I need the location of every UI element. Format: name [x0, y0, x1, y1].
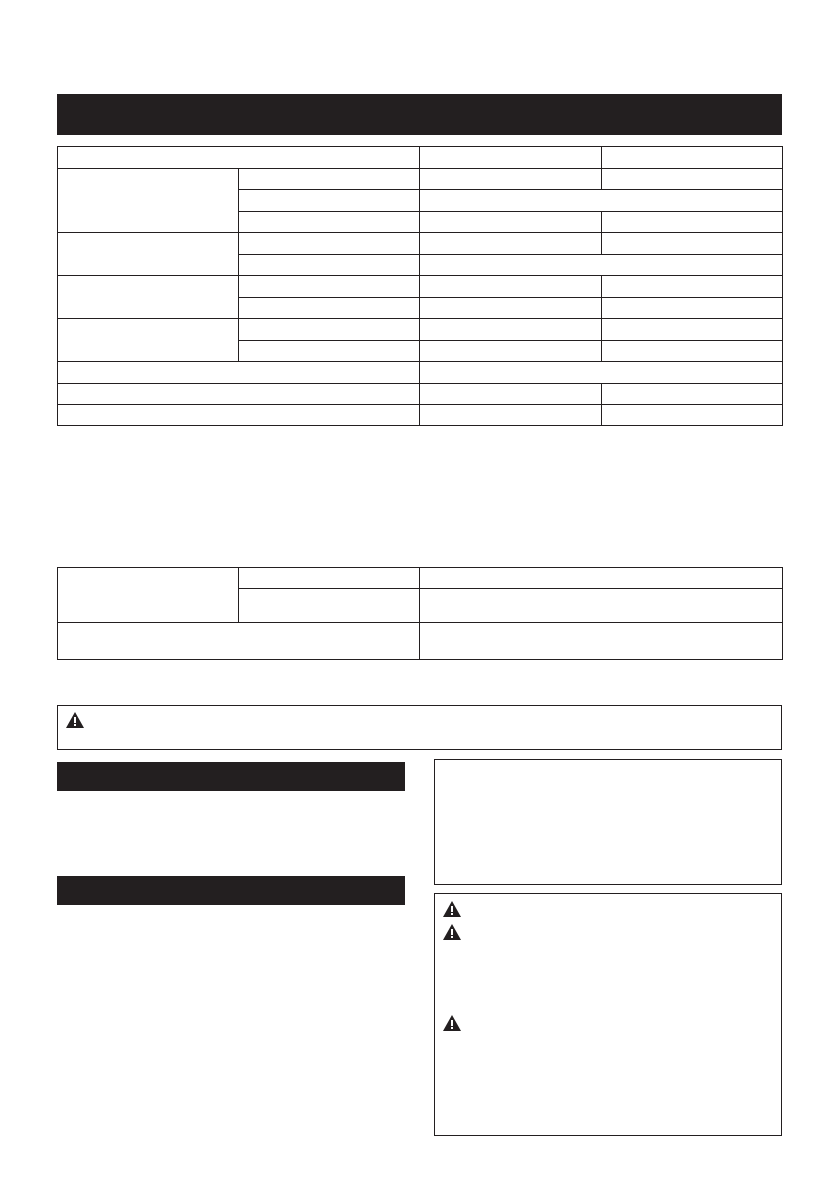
table-cell	[420, 589, 783, 623]
specifications-title-bar	[57, 94, 782, 135]
table-cell	[239, 276, 420, 298]
table-cell	[239, 233, 420, 255]
table-cell	[420, 384, 602, 405]
table-row	[58, 319, 783, 341]
table-cell	[420, 623, 783, 660]
section-heading-bar-2	[57, 876, 405, 905]
table-cell	[420, 190, 783, 212]
table-row	[58, 276, 783, 298]
table-cell	[239, 319, 420, 341]
table-cell	[420, 212, 602, 233]
table-cell	[420, 341, 602, 362]
table-cell	[602, 276, 783, 298]
table-cell	[239, 255, 420, 276]
table-cell	[602, 169, 783, 190]
table-row	[58, 233, 783, 255]
table-row	[58, 384, 783, 405]
table-cell	[239, 341, 420, 362]
table-cell	[239, 190, 420, 212]
note-box	[434, 759, 782, 885]
table-row	[58, 169, 783, 190]
table-cell	[58, 405, 420, 426]
table-cell	[602, 147, 783, 169]
table-cell	[420, 298, 602, 319]
table-cell	[58, 568, 239, 623]
table-cell	[239, 568, 420, 589]
table-cell	[239, 298, 420, 319]
table-cell	[420, 276, 602, 298]
warning-triangle-icon	[66, 712, 84, 728]
table-cell	[420, 568, 783, 589]
table-cell	[58, 276, 239, 319]
table-cell	[602, 341, 783, 362]
table-cell	[420, 362, 783, 384]
table-cell	[58, 147, 420, 169]
table-cell	[602, 384, 783, 405]
table-cell	[602, 298, 783, 319]
table-cell	[58, 319, 239, 362]
table-cell	[239, 169, 420, 190]
warning-triangle-icon	[443, 901, 461, 917]
dimension-table	[57, 567, 783, 660]
table-cell	[602, 233, 783, 255]
table-cell	[420, 233, 602, 255]
table-cell	[420, 255, 783, 276]
specifications-table	[57, 146, 783, 426]
table-cell	[420, 147, 602, 169]
table-cell	[602, 405, 783, 426]
warning-triangle-icon	[443, 924, 461, 940]
table-row	[58, 568, 783, 589]
table-cell	[602, 212, 783, 233]
general-warning-box	[57, 705, 782, 750]
section-heading-bar-1	[57, 762, 405, 791]
table-cell	[239, 212, 420, 233]
table-cell	[420, 319, 602, 341]
table-row	[58, 147, 783, 169]
table-cell	[58, 233, 239, 276]
table-cell	[602, 319, 783, 341]
table-cell	[58, 169, 239, 233]
warning-triangle-icon	[443, 1015, 461, 1031]
safety-warning-box	[434, 893, 782, 1136]
table-cell	[58, 384, 420, 405]
table-cell	[239, 589, 420, 623]
table-row	[58, 405, 783, 426]
table-cell	[420, 169, 602, 190]
table-row	[58, 623, 783, 660]
table-cell	[58, 623, 420, 660]
table-row	[58, 362, 783, 384]
table-cell	[58, 362, 420, 384]
table-cell	[420, 405, 602, 426]
